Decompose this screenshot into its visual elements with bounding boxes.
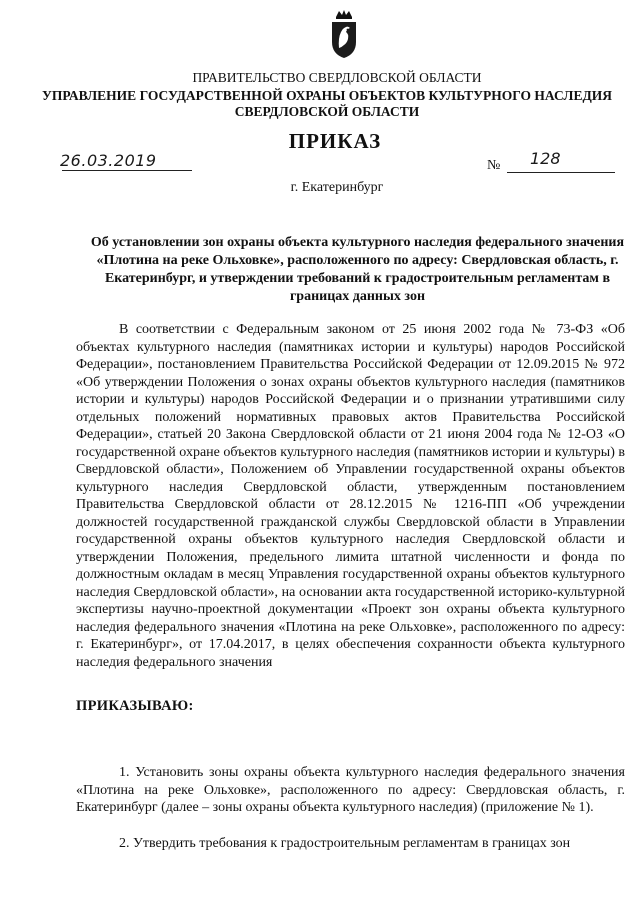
handwritten-date: 26.03.2019: [60, 151, 157, 170]
document-type-title: ПРИКАЗ: [288, 129, 382, 153]
government-name: ПРАВИТЕЛЬСТВО СВЕРДЛОВСКОЙ ОБЛАСТИ: [192, 70, 482, 85]
department-name: УПРАВЛЕНИЕ ГОСУДАРСТВЕННОЙ ОХРАНЫ ОБЪЕКТОВ КУЛЬТУРНОГО НАСЛЕДИЯ СВЕРДЛОВСКОЙ ОБЛАСТИ: [41, 88, 613, 119]
order-item-1: 1. Установить зоны охраны объекта культурного наследия федерального значения «Плотина на реке Ольховке», расположенного по адресу: Свердловская область, г. Екатеринбург (далее – зоны охраны объекта культурного наследия) (приложение № 1).: [76, 765, 625, 815]
order-subject: Об установлении зон охраны объекта культурного наследия федерального значения «Плотина на реке Ольховке», расположенного по адресу: Свердловская область, г. Екатеринбург, и утверждении требований к градостроительным регламентам в границах данных зон: [90, 235, 625, 304]
handwritten-number: 128: [530, 149, 561, 168]
number-underline: [507, 172, 615, 173]
order-item-2: 2. Утвердить требования к градостроительным регламентам в границах зон: [119, 836, 571, 851]
order-heading: ПРИКАЗЫВАЮ:: [76, 698, 194, 714]
city-line: г. Екатеринбург: [290, 180, 384, 195]
number-sign: №: [487, 158, 501, 173]
coat-of-arms-icon: [329, 8, 359, 60]
preamble-paragraph: В соответствии с Федеральным законом от 25 июня 2002 года № 73-ФЗ «Об объектах культурного наследия (памятниках истории и культуры) народов Российской Федерации», постановлением Правительства Российской Федерации от 12.09.2015 № 972 «Об утверждении Положения о зонах охраны объектов культурного наследия (памятников истории и культуры) народов Российской Федерации и о признании утратившими силу отдельных положений нормативных правовых актов Правительства Российской Федерации», статьей 20 Закона Свердловской области от 21 июня 2004 года № 12-ОЗ «О государственной охране объектов культурного наследия (памятников истории и культуры) в Свердловской области», Положением об Управлении государственной охраны объектов культурного наследия Свердловской области, утвержденным постановлением Правительства Свердловской области от 28.12.2015 № 1216-ПП «Об учреждении должностей государственной гражданской службы Свердловской области в Управлении государственной охраны объектов культурного наследия Свердловской области и утверждении Положения, предельного лимита штатной численности и фонда по должностным окладам в месяц Управления государственной охраны объектов культурного наследия Свердловской области», на основании акта государственной историко-культурной экспертизы научно-проектной документации «Проект зон охраны объекта культурного наследия федерального значения «Плотина на реке Ольховке», расположенного по адресу: г. Екатеринбург», от 17.04.2017, в целях обеспечения сохранности объекта культурного наследия федерального значения: [76, 322, 625, 670]
date-underline: [62, 170, 192, 171]
